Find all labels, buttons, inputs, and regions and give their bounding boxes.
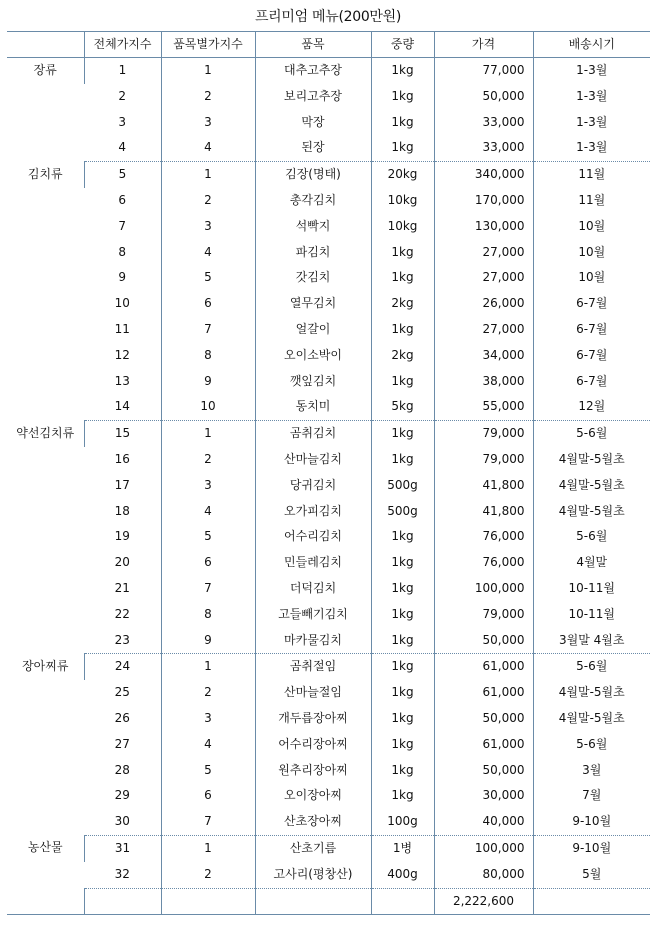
cell-item-name: 오가피김치 [255,499,371,525]
cell-price: 30,000 [434,783,533,809]
cell-item-count: 6 [161,550,255,576]
cell-item-name: 오이장아찌 [255,783,371,809]
cell-item-name: 산마늘절임 [255,680,371,706]
cell-item-count: 7 [161,317,255,343]
cell-category: 김치류 [27,166,63,181]
cell-total-count: 24 [84,654,161,680]
cell-total-count: 13 [114,373,130,388]
cell-item-name: 얼갈이 [255,317,371,343]
header-item-count: 품목별가지수 [161,32,255,58]
cell-item-name: 석빡지 [255,214,371,240]
cell-weight: 1kg [371,628,434,654]
header-shipping: 배송시기 [533,32,650,58]
cell-item-count: 1 [161,421,255,447]
cell-price: 41,800 [434,473,533,499]
cell-weight: 500g [371,499,434,525]
cell-item-name: 어수리김치 [255,524,371,550]
cell-weight: 1kg [371,84,434,110]
cell-total-count: 3 [118,114,127,129]
cell-item-count: 3 [161,473,255,499]
cell-price: 79,000 [434,421,533,447]
header-item-name: 품목 [255,32,371,58]
grand-total-price: 2,222,600 [434,888,533,915]
cell-weight: 1kg [371,550,434,576]
cell-shipping: 7월 [533,783,650,809]
cell-price: 77,000 [434,58,533,84]
total-row-empty-cell [7,888,84,915]
cell-price: 26,000 [434,291,533,317]
cell-item-count: 9 [161,369,255,395]
cell-shipping: 10월 [533,265,650,291]
cell-item-name: 갓김치 [255,265,371,291]
cell-price: 61,000 [434,654,533,680]
cell-weight: 10kg [371,214,434,240]
table-row [7,783,650,809]
cell-price: 61,000 [434,732,533,758]
cell-item-count: 3 [161,706,255,732]
header-category [7,32,84,58]
cell-item-count: 2 [161,680,255,706]
table-row [7,576,650,602]
cell-weight: 20kg [371,162,434,188]
cell-shipping: 6-7월 [533,369,650,395]
cell-weight: 1kg [371,524,434,550]
cell-shipping: 6-7월 [533,291,650,317]
cell-item-count: 5 [161,758,255,784]
cell-item-name: 민들레김치 [255,550,371,576]
cell-total-count: 2 [118,88,127,103]
total-row-empty-cell [84,888,161,915]
cell-price: 170,000 [434,188,533,214]
cell-total-count: 26 [114,710,130,725]
table-row [7,447,650,473]
cell-weight: 10kg [371,188,434,214]
cell-item-count: 1 [161,162,255,188]
cell-weight: 1kg [371,58,434,84]
cell-total-count: 4 [84,135,161,161]
cell-shipping: 5-6월 [533,421,650,447]
table-row [7,862,650,888]
cell-price: 40,000 [434,809,533,835]
cell-item-name: 산마늘김치 [255,447,371,473]
table-row [7,265,650,291]
cell-price: 34,000 [434,343,533,369]
cell-total-count: 6 [118,192,127,207]
cell-item-count: 8 [161,343,255,369]
cell-shipping: 4월말-5월초 [533,447,650,473]
table-row [7,291,650,317]
cell-item-name: 막장 [255,110,371,136]
table-row [7,369,650,395]
cell-item-name: 오이소박이 [255,343,371,369]
cell-shipping: 10-11월 [533,602,650,628]
header-price: 가격 [434,32,533,58]
cell-total-count: 18 [114,503,130,518]
cell-weight: 1kg [371,758,434,784]
table-row [7,394,650,420]
total-row-empty-cell [255,888,371,915]
cell-price: 340,000 [434,162,533,188]
cell-item-count: 2 [161,188,255,214]
cell-weight: 1kg [371,732,434,758]
total-row-empty-cell [161,888,255,915]
table-row [7,654,650,680]
cell-item-count: 8 [161,602,255,628]
cell-item-name: 곰취절임 [255,654,371,680]
cell-item-name: 고사리(평창산) [255,862,371,888]
cell-item-name: 총각김치 [255,188,371,214]
table-row [7,706,650,732]
total-row [7,888,650,915]
cell-category: 약선김치류 [16,425,75,440]
cell-item-name: 보리고추장 [255,84,371,110]
cell-price: 33,000 [434,110,533,136]
cell-item-count: 6 [161,783,255,809]
cell-item-count: 5 [161,524,255,550]
table-row [7,628,650,654]
cell-total-count: 8 [118,244,127,259]
table-row [7,473,650,499]
cell-item-name: 깻잎김치 [255,369,371,395]
cell-price: 55,000 [434,394,533,420]
cell-shipping: 1-3월 [533,58,650,84]
cell-total-count: 21 [114,580,130,595]
table-row [7,550,650,576]
cell-price: 76,000 [434,524,533,550]
cell-weight: 1kg [371,654,434,680]
cell-shipping: 5월 [533,862,650,888]
cell-item-name: 열무김치 [255,291,371,317]
cell-weight: 500g [371,473,434,499]
cell-item-count: 3 [161,214,255,240]
table-row [7,835,650,861]
cell-total-count: 31 [84,835,161,861]
cell-total-count: 9 [118,270,127,285]
cell-item-count: 7 [161,809,255,835]
cell-item-count: 2 [161,84,255,110]
cell-shipping: 6-7월 [533,343,650,369]
cell-weight: 2kg [371,291,434,317]
cell-item-count: 1 [161,58,255,84]
cell-item-name: 대추고추장 [255,58,371,84]
cell-shipping: 1-3월 [533,110,650,136]
cell-item-count: 4 [161,732,255,758]
cell-item-name: 산초기름 [255,835,371,861]
cell-shipping: 10-11월 [533,576,650,602]
cell-price: 100,000 [434,835,533,861]
cell-price: 41,800 [434,499,533,525]
cell-price: 50,000 [434,84,533,110]
cell-price: 76,000 [434,550,533,576]
cell-price: 61,000 [434,680,533,706]
cell-total-count: 5 [84,162,161,188]
cell-item-name: 파김치 [255,240,371,266]
cell-item-count: 2 [161,447,255,473]
cell-shipping: 10월 [533,240,650,266]
table-row [7,758,650,784]
cell-total-count: 10 [114,296,130,311]
cell-shipping: 4월말-5월초 [533,499,650,525]
cell-shipping: 4월말-5월초 [533,680,650,706]
cell-total-count: 23 [84,628,161,654]
cell-total-count: 32 [84,862,161,888]
table-row [7,602,650,628]
cell-price: 50,000 [434,706,533,732]
cell-item-name: 원추리장아찌 [255,758,371,784]
cell-weight: 400g [371,862,434,888]
table-row [7,110,650,136]
cell-total-count: 11 [114,321,130,336]
cell-weight: 1kg [371,447,434,473]
cell-total-count: 30 [84,809,161,835]
cell-item-name: 당귀김치 [255,473,371,499]
cell-price: 27,000 [434,317,533,343]
cell-category: 장아찌류 [22,658,69,673]
cell-price: 50,000 [434,758,533,784]
cell-total-count: 12 [114,347,130,362]
cell-weight: 1kg [371,783,434,809]
cell-item-count: 7 [161,576,255,602]
header-row [7,32,650,58]
cell-total-count: 20 [114,555,130,570]
cell-weight: 1kg [371,240,434,266]
cell-total-count: 25 [114,685,130,700]
cell-weight: 1kg [371,680,434,706]
cell-total-count: 19 [114,529,130,544]
table-row [7,135,650,161]
table-row [7,214,650,240]
cell-weight: 5kg [371,394,434,420]
cell-weight: 1병 [371,835,434,861]
cell-price: 27,000 [434,265,533,291]
cell-shipping: 10월 [533,214,650,240]
cell-total-count: 1 [84,58,161,84]
table-row [7,162,650,188]
cell-item-count: 1 [161,835,255,861]
cell-item-count: 3 [161,110,255,136]
cell-total-count: 22 [114,606,130,621]
table-body [7,58,650,915]
table-row [7,317,650,343]
cell-weight: 1kg [371,265,434,291]
cell-price: 130,000 [434,214,533,240]
cell-shipping: 3월말 4월초 [533,628,650,654]
cell-weight: 1kg [371,110,434,136]
cell-weight: 1kg [371,421,434,447]
cell-total-count: 7 [118,218,127,233]
premium-menu-table [7,31,650,915]
cell-price: 33,000 [434,135,533,161]
table-row [7,188,650,214]
cell-item-count: 1 [161,654,255,680]
cell-price: 80,000 [434,862,533,888]
cell-item-count: 6 [161,291,255,317]
cell-item-count: 2 [161,862,255,888]
cell-shipping: 5-6월 [533,654,650,680]
cell-total-count: 14 [84,394,161,420]
cell-shipping: 12월 [533,394,650,420]
cell-price: 50,000 [434,628,533,654]
page-title: 프리미엄 메뉴(200만원) [254,9,402,25]
cell-item-name: 개두릅장아찌 [255,706,371,732]
cell-item-name: 마카물김치 [255,628,371,654]
cell-weight: 1kg [371,706,434,732]
cell-total-count: 27 [114,736,130,751]
cell-item-name: 곰취김치 [255,421,371,447]
cell-weight: 1kg [371,576,434,602]
cell-price: 38,000 [434,369,533,395]
table-row [7,732,650,758]
table-row [7,343,650,369]
cell-item-count: 4 [161,499,255,525]
cell-item-count: 4 [161,135,255,161]
cell-shipping: 5-6월 [533,732,650,758]
cell-total-count: 29 [114,788,130,803]
cell-total-count: 28 [114,762,130,777]
cell-shipping: 4월말-5월초 [533,706,650,732]
cell-shipping: 1-3월 [533,84,650,110]
cell-shipping: 5-6월 [533,524,650,550]
cell-shipping: 4월말-5월초 [533,473,650,499]
table-row [7,58,650,84]
cell-item-count: 4 [161,240,255,266]
cell-shipping: 4월말 [533,550,650,576]
total-row-empty-cell [533,888,650,915]
cell-category: 장류 [33,63,57,77]
cell-weight: 2kg [371,343,434,369]
header-total-count: 전체가지수 [84,32,161,58]
total-row-empty-cell [371,888,434,915]
cell-total-count: 17 [114,477,130,492]
table-row [7,809,650,835]
cell-item-name: 산초장아찌 [255,809,371,835]
cell-shipping: 11월 [533,188,650,214]
cell-weight: 1kg [371,317,434,343]
table-row [7,240,650,266]
header-weight: 중량 [371,32,434,58]
cell-price: 79,000 [434,447,533,473]
table-row [7,421,650,447]
cell-shipping: 1-3월 [533,135,650,161]
cell-total-count: 16 [114,451,130,466]
table-row [7,499,650,525]
cell-item-count: 5 [161,265,255,291]
table-row [7,84,650,110]
cell-item-name: 김장(명태) [255,162,371,188]
cell-shipping: 6-7월 [533,317,650,343]
cell-price: 27,000 [434,240,533,266]
cell-total-count: 15 [84,421,161,447]
table-row [7,680,650,706]
cell-weight: 100g [371,809,434,835]
cell-item-name: 어수리장아찌 [255,732,371,758]
cell-shipping: 3월 [533,758,650,784]
cell-item-name: 동치미 [255,394,371,420]
table-row [7,524,650,550]
cell-item-count: 10 [161,394,255,420]
cell-item-name: 된장 [255,135,371,161]
cell-price: 100,000 [434,576,533,602]
cell-category: 농산물 [27,840,63,855]
cell-weight: 1kg [371,602,434,628]
cell-item-name: 더덕김치 [255,576,371,602]
cell-shipping: 11월 [533,162,650,188]
cell-weight: 1kg [371,369,434,395]
cell-shipping: 9-10월 [533,809,650,835]
cell-item-name: 고들빼기김치 [255,602,371,628]
cell-weight: 1kg [371,135,434,161]
cell-price: 79,000 [434,602,533,628]
cell-item-count: 9 [161,628,255,654]
cell-shipping: 9-10월 [533,835,650,861]
